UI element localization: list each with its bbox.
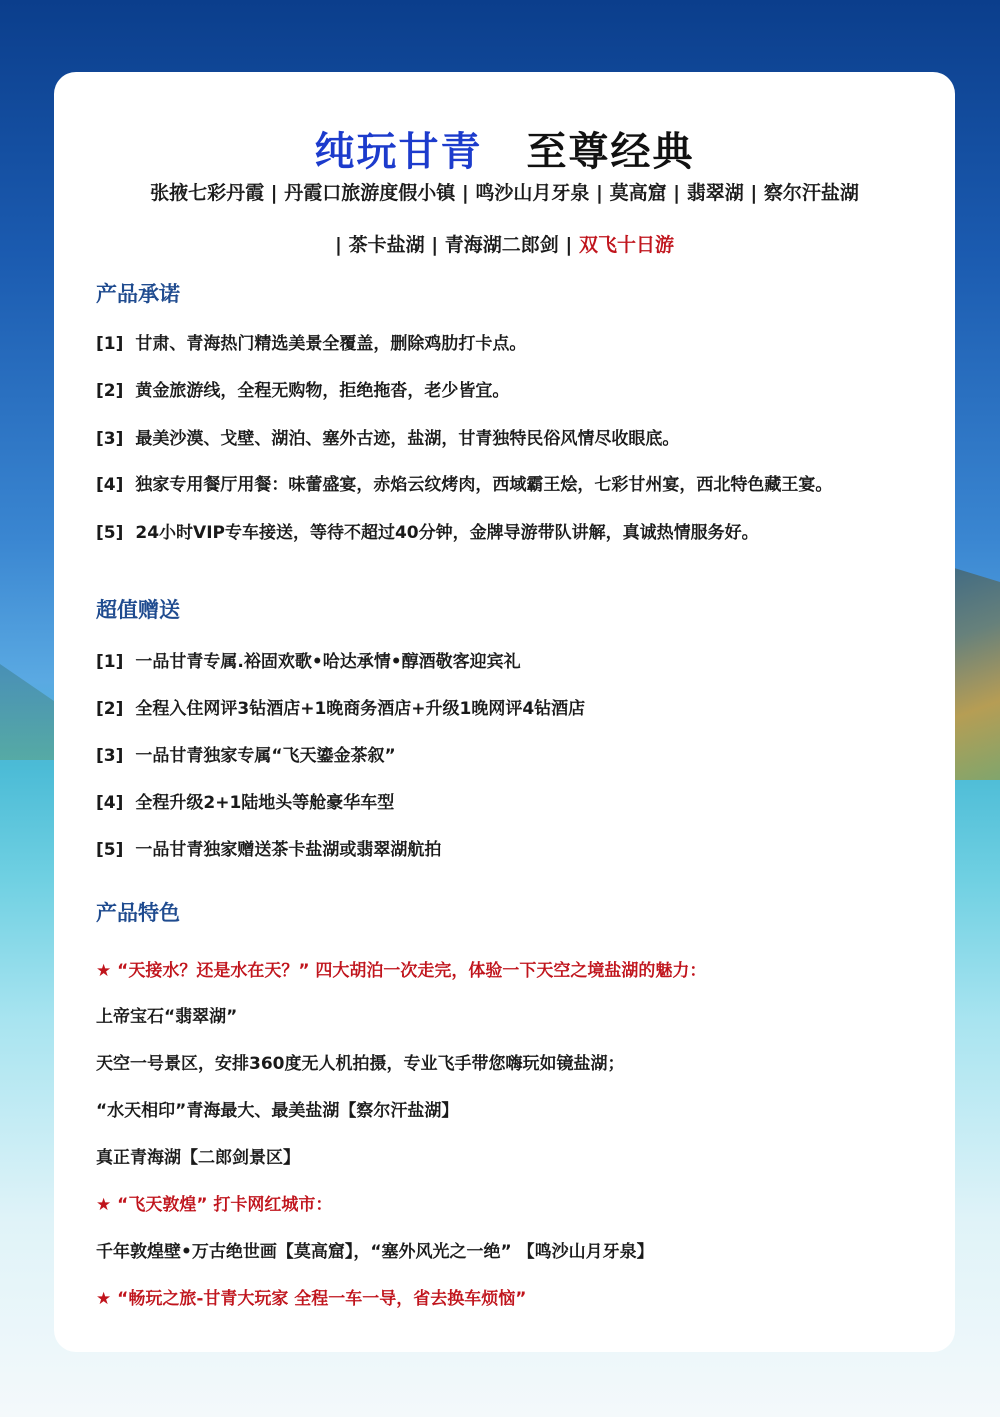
item-text: 一品甘青专属.裕固欢歌•哈达承情•醇酒敬客迎宾礼 [135, 652, 521, 672]
title-part2: 至尊经典 [526, 129, 695, 175]
gift-item [96, 694, 585, 719]
title-part1: 纯玩甘青 [314, 129, 483, 175]
gift-item [96, 647, 521, 672]
gift-item [96, 835, 441, 860]
promise-item [96, 518, 759, 543]
subtitle-line2 [54, 230, 955, 257]
feature-line: 真正青海湖【二郎剑景区】 [96, 1148, 300, 1168]
item-number: [3] [96, 429, 124, 449]
promise-item [96, 424, 679, 449]
item-number: [4] [96, 475, 124, 495]
feature-line: 天空一号景区，安排360度无人机拍摄，专业飞手带您嗨玩如镜盐湖； [96, 1054, 625, 1074]
gift-item [96, 741, 396, 766]
subtitle-line2-text: | 茶卡盐湖 | 青海湖二郎剑 | [335, 234, 579, 256]
item-number: [2] [96, 699, 124, 719]
promise-item [96, 329, 526, 354]
section-heading-feature: 产品特色 [96, 901, 180, 925]
subtitle-tour-length: 双飞十日游 [578, 234, 674, 256]
section-heading-gift: 超值赠送 [96, 598, 180, 622]
item-number: [4] [96, 793, 124, 813]
subtitle-line1: 张掖七彩丹霞 | 丹霞口旅游度假小镇 | 鸣沙山月牙泉 | 莫高窟 | 翡翠湖 | 察尔汗盐湖 [150, 182, 859, 204]
item-number: [2] [96, 381, 124, 401]
item-text: 24小时VIP专车接送，等待不超过40分钟，金牌导游带队讲解，真诚热情服务好。 [135, 523, 759, 543]
promise-item [96, 376, 509, 401]
item-number: [5] [96, 523, 124, 543]
promise-item [96, 470, 832, 495]
feature-line: “水天相印”青海最大、最美盐湖【察尔汗盐湖】 [96, 1101, 459, 1121]
feature-line: 千年敦煌壁•万古绝世画【莫高窟】，“塞外风光之一绝” 【鸣沙山月牙泉】 [96, 1242, 654, 1262]
feature-highlight: ★ “飞天敦煌” 打卡网红城市： [96, 1195, 333, 1215]
page-title [54, 120, 955, 177]
item-text: 黄金旅游线，全程无购物，拒绝拖沓，老少皆宜。 [135, 381, 510, 401]
gift-item [96, 788, 394, 813]
item-number: [5] [96, 840, 124, 860]
section-heading-promise: 产品承诺 [96, 282, 180, 306]
feature-highlight: ★ “畅玩之旅-甘青大玩家 全程一车一导，省去换车烦恼” [96, 1289, 527, 1309]
item-number: [1] [96, 334, 124, 354]
item-number: [1] [96, 652, 124, 672]
item-text: 甘肃、青海热门精选美景全覆盖，删除鸡肋打卡点。 [135, 334, 527, 354]
item-text: 一品甘青独家专属“飞天鎏金茶叙” [135, 746, 396, 766]
content-card [54, 72, 955, 1352]
item-text: 独家专用餐厅用餐：味蕾盛宴，赤焰云纹烤肉，西域霸王烩，七彩甘州宴，西北特色藏王宴。 [135, 475, 833, 495]
item-number: [3] [96, 746, 124, 766]
item-text: 最美沙漠、戈壁、湖泊、塞外古迹，盐湖，甘青独特民俗风情尽收眼底。 [135, 429, 680, 449]
item-text: 全程入住网评3钻酒店+1晚商务酒店+升级1晚网评4钻酒店 [135, 699, 586, 719]
item-text: 全程升级2+1陆地头等舱豪华车型 [135, 793, 395, 813]
item-text: 一品甘青独家赠送茶卡盐湖或翡翠湖航拍 [135, 840, 442, 860]
feature-highlight: ★ “天接水？还是水在天？” 四大胡泊一次走完，体验一下天空之境盐湖的魅力： [96, 961, 707, 981]
feature-line: 上帝宝石“翡翠湖” [96, 1007, 238, 1027]
